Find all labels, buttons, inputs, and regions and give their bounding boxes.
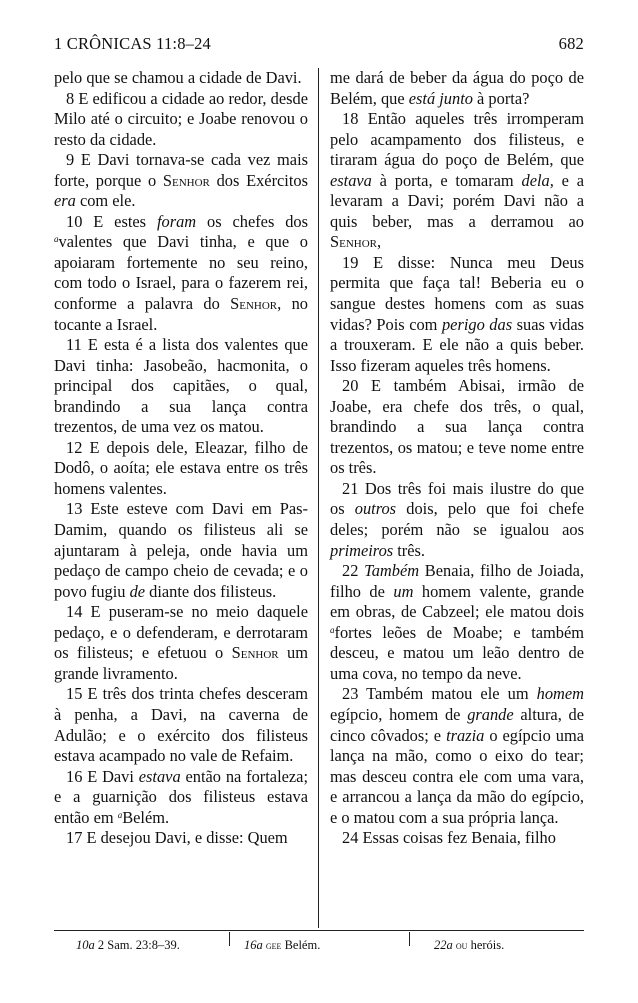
book-chapter-title: 1 CRÔNICAS 11:8–24	[54, 34, 212, 53]
footnote-marker[interactable]: a	[330, 624, 335, 635]
footnote-rule	[54, 930, 584, 931]
footnote-separator	[229, 932, 230, 946]
column-divider	[318, 68, 319, 928]
verse-18: 18 Então aqueles três irromperam pelo acampamento dos filisteus, e tiraram água do poço de Belém, que estava à porta, e tomaram dela, e a levaram a Davi; porém Davi não a quis beber, mas a derramou ao Senhor,	[330, 109, 584, 252]
footnote-separator	[409, 932, 410, 946]
footnote-10a: 10a 2 Sam. 23:8–39.	[76, 938, 180, 952]
verse-23: 23 Também matou ele um homem egípcio, homem de grande altura, de cinco côvados; e trazia o egípcio uma lança na mão, como o eixo do tear; mas desceu contra ele com uma vara, e arrancou a lança da mão do egípcio, e o matou com a sua própria lança.	[330, 684, 585, 827]
running-header	[54, 34, 584, 60]
verse-20: 20 E também Abisai, irmão de Joabe, era chefe dos três, o qual, brandindo a sua lança contra trezentos, os matou; e teve nome entre os três.	[330, 376, 584, 478]
verse-12: 12 E depois dele, Eleazar, filho de Dodô, o aoíta; ele estava entre os três homens valentes.	[54, 437, 308, 498]
verse-15: 15 E três dos trinta chefes desceram à penha, a Davi, na caverna de Adulão; e o exército dos filisteus estava acampado no vale de Refaim.	[54, 684, 308, 766]
verse-22: 22 Também Benaia, filho de Joiada, filho de um homem valente, grande em obras, de Cabzeel; ele matou dois $^a$fortes leões de Moabe; e também desceu, e matou um leão dentro de uma cova, no tempo da neve.	[330, 561, 584, 683]
lord-small-caps: Senhor	[231, 643, 279, 663]
verse-19: 19 E disse: Nunca meu Deus permita que faça tal! Beberia eu o sangue destes homens com as suas vidas? Pois com perigo das suas vidas a trouxeram. E ele não a quis beber. Isso fizeram aqueles três homens.	[330, 252, 584, 375]
verse-continuation: me dará de beber da água do poço de Belém, que está junto à porta?	[330, 68, 584, 108]
verse-9: 9 E Davi tornava-se cada vez mais forte, porque o Senhor dos Exércitos era com ele.	[54, 150, 308, 211]
footnote-ref: 10a	[76, 938, 95, 952]
lord-small-caps: Senhor	[230, 294, 278, 314]
lord-small-caps: Senhor	[330, 232, 378, 252]
footnote-ref: 22a	[434, 938, 453, 952]
footnote-marker[interactable]: a	[54, 234, 59, 245]
verse-24: 24 Essas coisas fez Benaia, filho	[342, 828, 556, 848]
page-number: 682	[558, 34, 584, 53]
right-column	[330, 68, 584, 849]
verse-13: 13 Este esteve com Davi em Pas-Damim, quando os filisteus ali se ajuntaram à peleja, onde havia um pedaço de campo cheio de cevada; e o povo fugiu de diante dos filisteus.	[54, 499, 308, 601]
lord-small-caps: Senhor	[162, 170, 210, 190]
verse-10: 10 E estes foram os chefes dos $^a$valentes que Davi tinha, e que o apoiaram fortemente no seu reino, com todo o Israel, para o fazerem rei, conforme a palavra do Senhor, no tocante a Israel.	[54, 211, 309, 334]
footnote-16a: 16a gee Belém.	[244, 938, 321, 952]
footnote-marker[interactable]: a	[117, 809, 123, 820]
verse-16: 16 E Davi estava então na fortaleza; e a guarnição dos filisteus estava então em $^a$Belém.	[54, 766, 308, 827]
verse-21: 21 Dos três foi mais ilustre do que os outros dois, pelo que foi chefe deles; porém não se igualou aos primeiros três.	[330, 478, 584, 560]
footnote-22a: 22a ou heróis.	[434, 938, 505, 952]
footnote-ref: 16a	[244, 938, 263, 952]
verse-11: 11 E esta é a lista dos valentes que Davi tinha: Jasobeão, hacmonita, o principal dos capitães, o qual, brandindo a sua lança contra trezentos, de uma vez os matou.	[54, 335, 308, 437]
left-column	[54, 68, 308, 849]
verse-8: 8 E edificou a cidade ao redor, desde Milo até o circuito; e Joabe renovou o resto da cidade.	[54, 88, 308, 149]
verse-17: 17 E desejou Davi, e disse: Quem	[66, 828, 288, 848]
verse-14: 14 E puseram-se no meio daquele pedaço, e o defenderam, e derrotaram os filisteus; e efetuou o Senhor um grande livramento.	[54, 602, 308, 683]
verse-continuation: pelo que se chamou a cidade de Davi.	[54, 68, 302, 87]
